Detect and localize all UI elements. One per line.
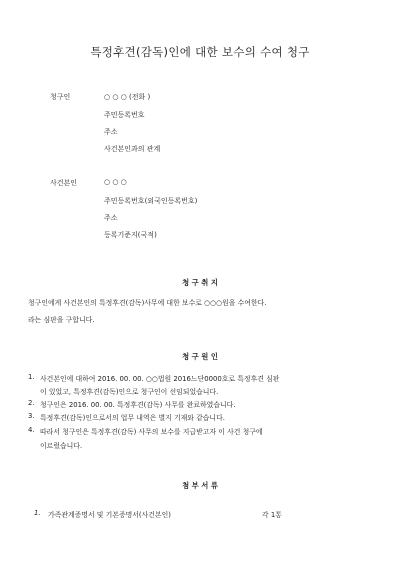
reason-line: 따라서 청구인은 특정후견(감독) 사무의 보수를 지급받고자 이 사건 청구에 bbox=[40, 428, 263, 436]
reason-line: 이르렀습니다. bbox=[40, 442, 83, 450]
claimant-field-address: 주소 bbox=[104, 128, 118, 136]
attachment-quantity: 각 1통 bbox=[262, 511, 282, 519]
attachments-heading: 첨 부 서 류 bbox=[182, 481, 218, 490]
reason-number: 3. bbox=[28, 412, 35, 420]
document-title: 특정후견(감독)인에 대한 보수의 수여 청구 bbox=[90, 45, 310, 59]
claimant-field-resident-number: 주민등록번호 bbox=[104, 111, 145, 119]
claimant-name-line: ○ ○ ○ (전화 ) bbox=[104, 93, 151, 101]
reason-line: 이 있었고, 특정후견(감독)인으로 청구인이 선임되었습니다. bbox=[40, 388, 219, 396]
principal-field-address: 주소 bbox=[104, 214, 118, 222]
reason-number: 1. bbox=[28, 373, 35, 381]
reason-line: 청구인은 2016. 00. 00. 특정후견(감독) 사무를 완료하였습니다. bbox=[40, 401, 236, 409]
claimant-field-relationship: 사건본인과의 관계 bbox=[104, 145, 161, 153]
principal-name-line: ○ ○ ○ bbox=[104, 178, 127, 186]
attachment-number: 1. bbox=[34, 509, 41, 517]
reason-number: 4. bbox=[28, 426, 35, 434]
principal-label: 사건본인 bbox=[50, 179, 78, 187]
attachment-name: 가족관계증명서 및 기본증명서(사건본인) bbox=[48, 511, 171, 519]
purpose-heading: 청 구 취 지 bbox=[182, 278, 218, 287]
reason-line: 특정후견(감독)인으로서의 업무 내역은 별지 기재와 같습니다. bbox=[40, 414, 225, 422]
reason-line: 사건본인에 대하여 2016. 00. 00. ○○법원 2016느단0000호로 특정후견 심판 bbox=[40, 375, 280, 383]
claimant-label: 청구인 bbox=[50, 93, 71, 101]
purpose-line: 청구인에게 사건본인의 특정후견(감독)사무에 대한 보수로 ○○○원을 수여한다. bbox=[28, 299, 267, 307]
reasons-heading: 청 구 원 인 bbox=[182, 352, 218, 361]
reason-number: 2. bbox=[28, 399, 35, 407]
principal-field-registration: 등록기준지(국적) bbox=[104, 231, 157, 239]
purpose-line: 라는 심판을 구합니다. bbox=[28, 316, 95, 324]
principal-field-resident-number: 주민등록번호(외국인등록번호) bbox=[104, 197, 198, 205]
